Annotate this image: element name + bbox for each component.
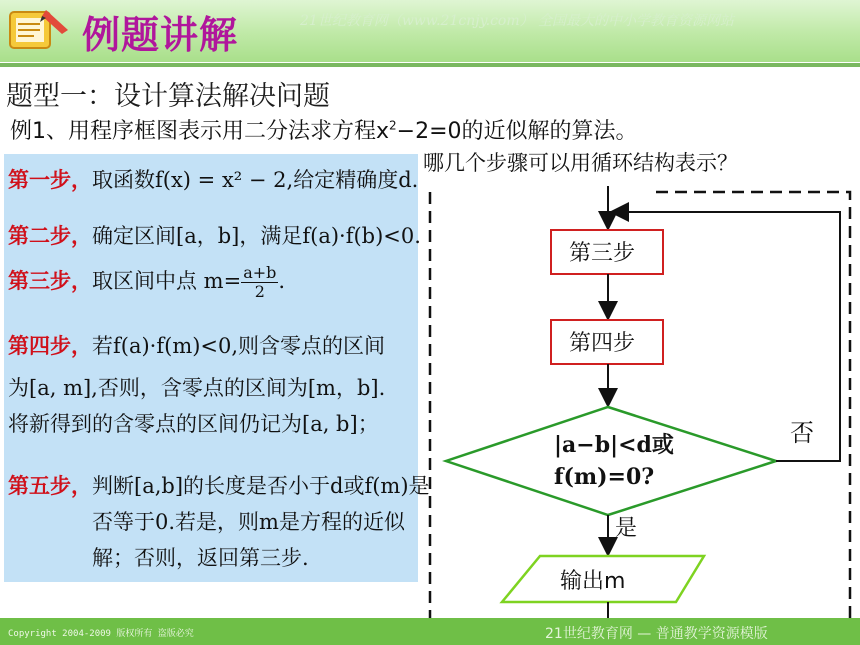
header-watermark: 21世纪教育网（www.21cnjy.com） 全国最大的中小学教育资源网站 xyxy=(300,13,735,29)
step-text: 为[a, m],否则，含零点的区间为[m，b]. xyxy=(8,376,386,400)
fraction-denominator: 2 xyxy=(254,282,265,301)
step-label: 第四步， xyxy=(8,333,92,358)
footer-copyright: Copyright 2004-2009 版权所有 盗版必究 xyxy=(8,629,194,639)
step-text: 否等于0.若是，则m是方程的近似 xyxy=(92,510,405,534)
step-tail: . xyxy=(278,269,286,293)
section-title: 题型一：设计算法解决问题 xyxy=(6,81,330,112)
condition-line-2: f(m)=0? xyxy=(554,464,655,490)
step-text: 解；否则，返回第三步. xyxy=(92,546,309,570)
step-label: 第三步， xyxy=(8,268,92,293)
example-prefix: 例1、用程序框图表示用二分法求方程x xyxy=(10,119,390,144)
step-label: 第二步， xyxy=(8,223,92,248)
step-text: 判断[a,b]的长度是否小于d或f(m)是 xyxy=(92,474,430,498)
condition-line-1: |a−b|<d或 xyxy=(554,432,674,458)
no-label: 否 xyxy=(790,419,814,447)
step-label: 第五步， xyxy=(8,473,92,498)
condition-diamond xyxy=(446,407,776,515)
step-text: 确定区间[a，b]，满足f(a)·f(b)<0. xyxy=(92,224,421,248)
page-title: 例题讲解 xyxy=(82,13,239,57)
step-four-label: 第四步 xyxy=(569,331,636,356)
fraction-numerator: a+b xyxy=(243,263,277,282)
example-suffix: −2=0的近似解的算法。 xyxy=(396,119,638,144)
step-text: 取区间中点 m= xyxy=(92,269,242,293)
step-text: 将新得到的含零点的区间仍记为[a, b]； xyxy=(8,412,379,436)
step-three-label: 第三步 xyxy=(569,241,636,266)
footer-brand: 21世纪教育网 — 普通教学资源模版 xyxy=(545,626,768,642)
output-label: 输出m xyxy=(560,569,626,594)
step-text: 若f(a)·f(m)<0,则含零点的区间 xyxy=(92,334,386,358)
example-exponent: 2 xyxy=(389,118,397,133)
loop-question: 哪几个步骤可以用循环结构表示？ xyxy=(423,151,738,175)
step-label: 第一步， xyxy=(8,167,92,192)
step-text: 取函数f(x) = x² − 2,给定精确度d. xyxy=(92,168,419,192)
yes-label: 是 xyxy=(615,516,638,541)
